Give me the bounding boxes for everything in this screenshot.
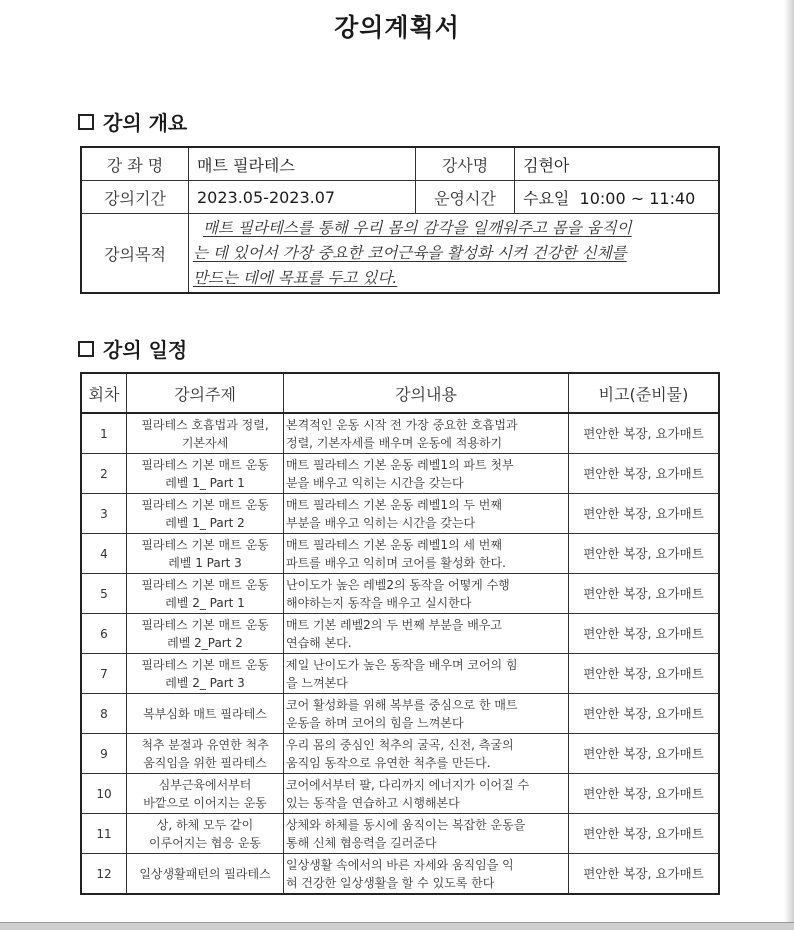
session-note: 편안한 복장, 요가매트 [569, 694, 720, 734]
schedule-table [80, 372, 720, 895]
content-line: 을 느껴본다 [286, 675, 348, 690]
table-row [81, 654, 719, 694]
document-title: 강의계획서 [334, 13, 460, 42]
topic-line: 필라테스 기본 매트 운동 [141, 537, 269, 552]
content-line: 매트 필라테스 기본 운동 레벨1의 파트 첫부 [286, 457, 514, 472]
checkbox-square-icon [78, 114, 94, 130]
session-note: 편안한 복장, 요가매트 [569, 574, 720, 614]
session-note: 편안한 복장, 요가매트 [569, 413, 720, 454]
session-topic [127, 413, 284, 454]
content-line: 부분을 배우고 익히는 시간을 갖는다 [286, 515, 476, 530]
session-topic [127, 854, 284, 895]
topic-line: 필라테스 기본 매트 운동 [141, 577, 269, 592]
topic-line: 척추 분절과 유연한 척추 [141, 737, 269, 752]
content-line: 본격적인 운동 시작 전 가장 중요한 호흡법과 [286, 417, 518, 432]
session-topic [127, 454, 284, 494]
topic-line: 심부근육에서부터 [158, 777, 252, 792]
purpose-text [189, 214, 720, 294]
session-note: 편안한 복장, 요가매트 [569, 734, 720, 774]
checkbox-square-icon [78, 341, 94, 357]
period-label: 강의기간 [81, 181, 189, 214]
topic-line: 레벨 1_ Part 1 [165, 475, 245, 490]
session-content [284, 854, 569, 895]
content-line: 있는 동작을 연습하고 시행해본다 [286, 795, 460, 810]
session-topic [127, 614, 284, 654]
session-number: 2 [81, 454, 127, 494]
session-content [284, 734, 569, 774]
operating-time-label: 운영시간 [416, 181, 515, 214]
header-note: 비고(준비물) [569, 373, 720, 413]
session-topic [127, 574, 284, 614]
content-line: 파트를 배우고 익히며 코어를 활성화 한다. [286, 555, 506, 570]
schedule-body [81, 413, 719, 894]
topic-line: 필라테스 기본 매트 운동 [141, 457, 269, 472]
content-line: 난이도가 높은 레벨2의 동작을 어떻게 수행 [286, 577, 510, 592]
header-session: 회차 [81, 373, 127, 413]
session-content [284, 614, 569, 654]
session-note: 편안한 복장, 요가매트 [569, 814, 720, 854]
topic-line: 레벨 1 Part 3 [168, 555, 242, 570]
topic-line: 움직임을 위한 필라테스 [143, 755, 267, 770]
session-topic [127, 654, 284, 694]
section-schedule-heading [78, 334, 187, 363]
table-row [81, 854, 719, 895]
content-line: 통해 신체 협응력을 길러준다 [286, 835, 437, 850]
purpose-line: 는 데 있어서 가장 중요한 코어근육을 활성화 시켜 건강한 신체를 [193, 243, 627, 262]
table-row [81, 734, 719, 774]
session-note: 편안한 복장, 요가매트 [569, 854, 720, 895]
content-line: 분을 배우고 익히는 시간을 갖는다 [286, 475, 464, 490]
session-content [284, 534, 569, 574]
table-row [81, 574, 719, 614]
table-row [81, 494, 719, 534]
session-number: 11 [81, 814, 127, 854]
session-number: 9 [81, 734, 127, 774]
purpose-line: 만드는 데에 목표를 두고 있다. [193, 268, 398, 287]
content-line: 매트 기본 레벨2의 두 번째 부분을 배우고 [286, 617, 502, 632]
session-content [284, 694, 569, 734]
content-line: 우리 몸의 중심인 척추의 굴곡, 신전, 측굴의 [286, 737, 514, 752]
topic-line: 레벨 1_ Part 2 [165, 515, 245, 530]
content-line: 연습해 본다. [286, 635, 352, 650]
section-overview-title: 강의 개요 [103, 111, 188, 135]
overview-table [80, 146, 720, 294]
course-name-label: 강 좌 명 [81, 147, 189, 181]
topic-line: 기본자세 [181, 435, 229, 450]
section-overview-heading [78, 107, 187, 136]
header-content: 강의내용 [284, 373, 569, 413]
section-schedule-title: 강의 일정 [103, 338, 188, 362]
content-line: 움직임 동작으로 유연한 척추를 만든다. [286, 755, 491, 770]
session-number: 10 [81, 774, 127, 814]
overview-row-purpose [81, 214, 719, 294]
session-number: 8 [81, 694, 127, 734]
topic-line: 필라테스 기본 매트 운동 [141, 657, 269, 672]
content-line: 코어 활성화를 위해 복부를 중심으로 한 매트 [286, 697, 518, 712]
session-content [284, 774, 569, 814]
content-line: 제일 난이도가 높은 동작을 배우며 코어의 힘 [286, 657, 518, 672]
session-topic [127, 814, 284, 854]
overview-row-name [81, 147, 719, 181]
schedule-header-row [81, 373, 719, 413]
content-line: 운동을 하며 코어의 힘을 느껴본다 [286, 715, 464, 730]
purpose-line: 매트 필라테스를 통해 우리 몸의 감각을 일깨워주고 몸을 움직이 [203, 218, 632, 237]
course-name-value: 매트 필라테스 [189, 147, 416, 181]
session-number: 3 [81, 494, 127, 534]
content-line: 상체와 하체를 동시에 움직이는 복잡한 운동을 [286, 817, 526, 832]
session-content [284, 494, 569, 534]
session-note: 편안한 복장, 요가매트 [569, 454, 720, 494]
session-content [284, 413, 569, 454]
session-topic [127, 694, 284, 734]
table-row [81, 413, 719, 454]
session-note: 편안한 복장, 요가매트 [569, 654, 720, 694]
session-number: 6 [81, 614, 127, 654]
topic-line: 레벨 2_ Part 1 [165, 595, 245, 610]
topic-line: 이루어지는 협응 운동 [149, 835, 261, 850]
topic-line: 레벨 2_ Part 3 [165, 675, 245, 690]
content-line: 일상생활 속에서의 바른 자세와 움직임을 익 [286, 857, 514, 872]
content-line: 정렬, 기본자세를 배우며 운동에 적용하기 [286, 435, 503, 450]
period-value: 2023.05-2023.07 [189, 181, 416, 214]
session-topic [127, 494, 284, 534]
session-number: 5 [81, 574, 127, 614]
topic-line: 필라테스 호흡법과 정렬, [141, 417, 269, 432]
topic-line: 레벨 2_Part 2 [167, 635, 243, 650]
session-number: 1 [81, 413, 127, 454]
overview-row-period [81, 181, 719, 214]
session-number: 12 [81, 854, 127, 895]
session-topic [127, 734, 284, 774]
session-topic [127, 534, 284, 574]
topic-line: 상, 하체 모두 같이 [156, 817, 254, 832]
table-row [81, 814, 719, 854]
table-row [81, 534, 719, 574]
content-line: 혀 건강한 일상생활을 할 수 있도록 한다 [286, 875, 495, 890]
session-note: 편안한 복장, 요가매트 [569, 534, 720, 574]
session-content [284, 654, 569, 694]
session-number: 4 [81, 534, 127, 574]
purpose-label: 강의목적 [81, 214, 189, 294]
content-line: 매트 필라테스 기본 운동 레벨1의 세 번째 [286, 537, 502, 552]
topic-line: 복부심화 매트 필라테스 [143, 706, 267, 721]
content-line: 매트 필라테스 기본 운동 레벨1의 두 번째 [286, 497, 502, 512]
topic-line: 필라테스 기본 매트 운동 [141, 617, 269, 632]
session-note: 편안한 복장, 요가매트 [569, 614, 720, 654]
content-line: 해야하는지 동작을 배우고 실시한다 [286, 595, 472, 610]
table-row [81, 694, 719, 734]
operating-time-value: 수요일 10:00 ~ 11:40 [515, 181, 720, 214]
session-content [284, 574, 569, 614]
page-edge-shadow [784, 0, 794, 929]
session-note: 편안한 복장, 요가매트 [569, 494, 720, 534]
session-content [284, 454, 569, 494]
instructor-value: 김현아 [515, 147, 720, 181]
table-row [81, 454, 719, 494]
session-number: 7 [81, 654, 127, 694]
table-row [81, 774, 719, 814]
instructor-label: 강사명 [416, 147, 515, 181]
table-row [81, 614, 719, 654]
session-note: 편안한 복장, 요가매트 [569, 774, 720, 814]
topic-line: 일상생활패턴의 필라테스 [139, 866, 271, 881]
header-topic: 강의주제 [127, 373, 284, 413]
session-content [284, 814, 569, 854]
content-line: 코어에서부터 팔, 다리까지 에너지가 이어질 수 [286, 777, 530, 792]
topic-line: 바깥으로 이어지는 운동 [143, 795, 267, 810]
session-topic [127, 774, 284, 814]
topic-line: 필라테스 기본 매트 운동 [141, 497, 269, 512]
